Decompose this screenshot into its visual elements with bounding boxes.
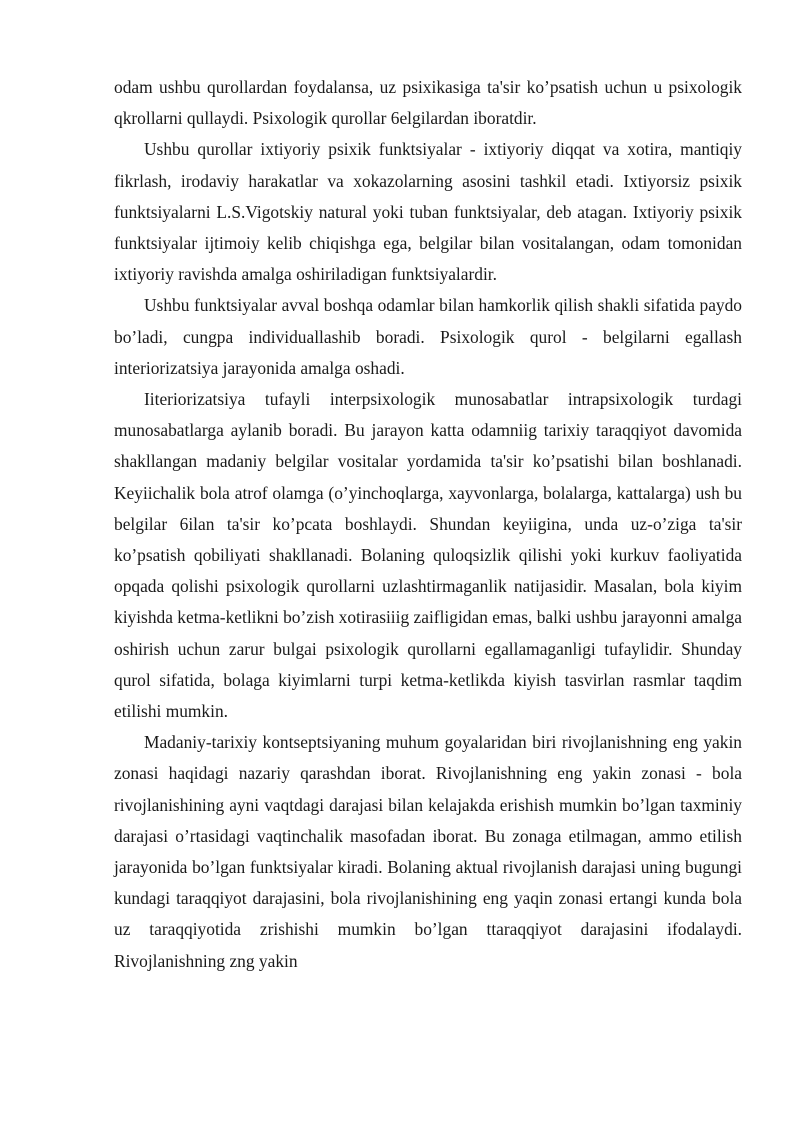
- document-page: [114, 72, 742, 977]
- paragraph-2: Ushbu qurollar ixtiyoriy psixik funktsiyalar - ixtiyoriy diqqat va xotira, mantiqiy fikrlash, irodaviy harakatlar va xokazolarning asosini tashkil etadi. Ixtiyorsiz psixik funktsiyalarni L.S.Vigotskiy natural yoki tuban funktsiyalar, deb atagan. Ixtiyoriy psixik funktsiyalar ijtimoiy kelib chiqishga ega, belgilar bilan vositalangan, odam tomonidan ixtiyoriy ravishda amalga oshiriladigan funktsiyalardir.: [114, 139, 742, 285]
- paragraph-1: odam ushbu qurollardan foydalansa, uz psixikasiga ta'sir ko’psatish uchun u psixologik qkrollarni qullaydi. Psixologik qurollar 6elgilardan iboratdir.: [114, 77, 742, 129]
- paragraph-3: Ushbu funktsiyalar avval boshqa odamlar bilan hamkorlik qilish shakli sifatida paydo bo’ladi, cungpa individuallashib boradi. Psixologik qurol - belgilarni egallash interiorizatsiya jarayonida amalga oshadi.: [114, 295, 742, 378]
- paragraph-4: Iiteriorizatsiya tufayli interpsixologik munosabatlar intrapsixologik turdagi munosabatlarga aylanib boradi. Bu jarayon katta odamniig tarixiy taraqqiyot davomida shakllangan madaniy belgilar vositalar yordamida ta'sir ko’psatishi bilan boshlanadi. Keyiichalik bola atrof olamga (o’yinchoqlarga, xayvonlarga, bolalarga, kattalarga) ush bu belgilar 6ilan ta'sir ko’pcata boshlaydi. Shundan keyiigina, unda uz-o’ziga ta'sir ko’psatish qobiliyati shakllanadi. Bolaning quloqsizlik qilishi yoki kurkuv faoliyatida opqada qolishi psixologik qurollarni uzlashtirmaganlik natijasidir. Masalan, bola kiyim kiyishda ketma-ketlikni bo’zish xotirasiiig zaifligidan emas, balki ushbu jarayonni amalga oshirish uchun zarur bulgai psixologik qurollarni egallamaganligi tufaylidir. Shunday qurol sifatida, bolaga kiyimlarni turpi ketma-ketlikda kiyish tasvirlan rasmlar taqdim etilishi mumkin.: [114, 389, 742, 722]
- paragraph-5: Madaniy-tarixiy kontseptsiyaning muhum goyalaridan biri rivojlanishning eng yakin zonasi haqidagi nazariy qarashdan iborat. Rivojlanishning eng yakin zonasi - bola rivojlanishining ayni vaqtdagi darajasi bilan kelajakda erishish mumkin bo’lgan taxminiy darajasi o’rtasidagi vaqtinchalik masofadan iborat. Bu zonaga etilmagan, ammo etilish jarayonida bo’lgan funktsiyalar kiradi. Bolaning aktual rivojlanish darajasi uning bugungi kundagi taraqqiyot darajasini, bola rivojlanishining eng yaqin zonasi ertangi kunda bola uz taraqqiyotida zrishishi mumkin bo’lgan ttaraqqiyot darajasini ifodalaydi. Rivojlanishning zng yakin: [114, 732, 742, 971]
